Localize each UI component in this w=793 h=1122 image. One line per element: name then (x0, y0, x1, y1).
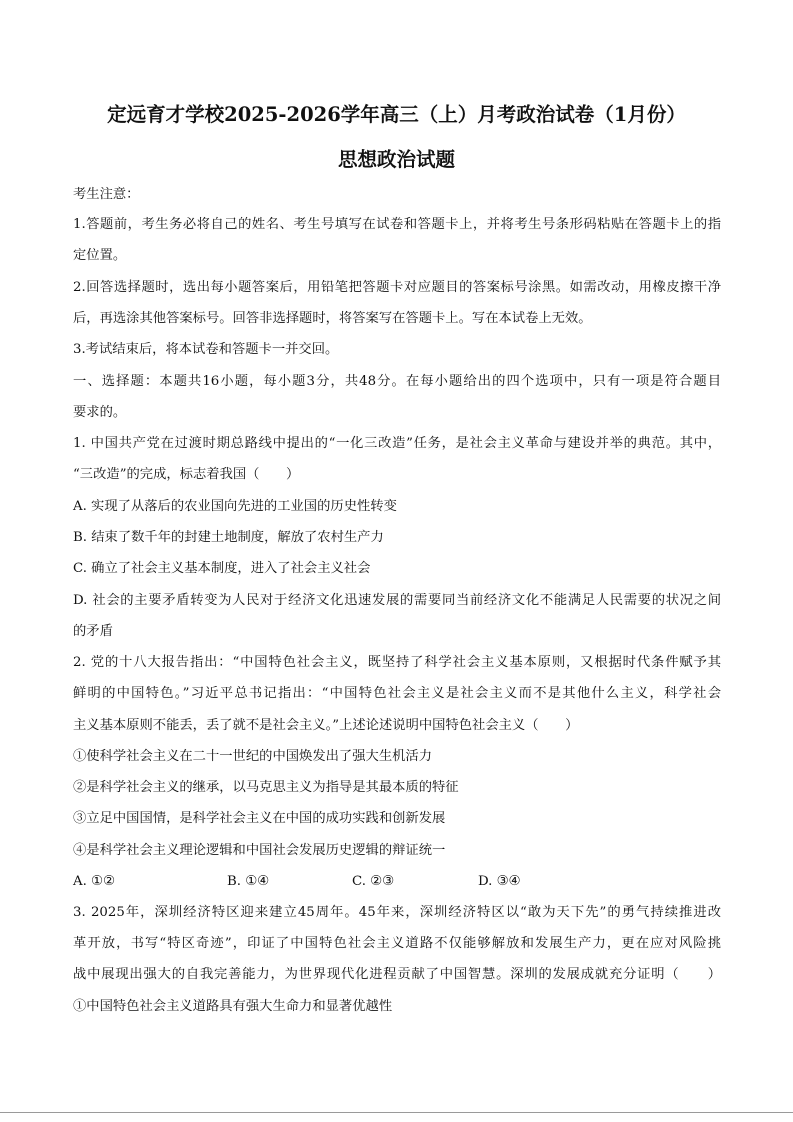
question-1-stem-cont: “三改造”的完成，标志着我国（ ） (73, 467, 300, 482)
notice-heading: 考生注意： (73, 187, 140, 202)
question-2-stem-cont-2: 主义基本原则不能丢，丢了就不是社会主义。”上述论述说明中国特色社会主义（ ） (73, 718, 579, 733)
question-3-stem-cont-2: 战中展现出强大的自我完善能力，为世界现代化进程贡献了中国智慧。深圳的发展成就充分证明（ ） (73, 967, 721, 982)
question-2-option-c: C. ②③ (352, 874, 394, 889)
question-3-statement-1: ①中国特色社会主义道路具有强大生命力和显著优越性 (73, 999, 393, 1014)
section-heading: 一、选择题：本题共16小题，每小题3分，共48分。在每小题给出的四个选项中，只有一项是符合题目 (73, 374, 721, 389)
exam-subtitle: 思想政治试题 (337, 148, 455, 171)
notice-item-1: 1.答题前，考生务必将自己的姓名、考生号填写在试卷和答题卡上，并将考生号条形码粘贴在答题卡上的指 (73, 217, 721, 232)
question-1-option-d: D. 社会的主要矛盾转变为人民对于经济文化迅速发展的需要同当前经济文化不能满足人民需要的状况之间 (73, 593, 721, 608)
notice-item-3: 3.考试结束后，将本试卷和答题卡一并交回。 (73, 342, 339, 357)
question-2-option-a: A. ①② (73, 874, 115, 889)
question-1-option-b: B. 结束了数千年的封建土地制度，解放了农村生产力 (73, 530, 384, 545)
notice-item-2: 2.回答选择题时，选出每小题答案后，用铅笔把答题卡对应题目的答案标号涂黑。如需改动，用橡皮擦干净 (73, 280, 721, 295)
question-3-stem: 3. 2025年，深圳经济特区迎来建立45周年。45年来，深圳经济特区以“敢为天下先”的勇气持续推进改 (73, 905, 721, 920)
notice-item-2-cont: 后，再选涂其他答案标号。回答非选择题时，将答案写在答题卡上。写在本试卷上无效。 (73, 311, 592, 326)
notice-item-1-cont: 定位置。 (73, 248, 127, 263)
question-2-stem: 2. 党的十八大报告指出：“中国特色社会主义，既坚持了科学社会主义基本原则，又根据时代条件赋予其 (73, 655, 721, 670)
question-2-stem-cont-1: 鲜明的中国特色。”习近平总书记指出：“中国特色社会主义是社会主义而不是其他什么主义，科学社会 (73, 686, 721, 701)
question-2-statement-2: ②是科学社会主义的继承，以马克思主义为指导是其最本质的特征 (73, 780, 459, 795)
question-2-option-d: D. ③④ (478, 874, 521, 889)
question-2-option-b: B. ①④ (227, 874, 270, 889)
question-2-statement-4: ④是科学社会主义理论逻辑和中国社会发展历史逻辑的辩证统一 (73, 843, 446, 858)
question-2-statement-3: ③立足中国国情，是科学社会主义在中国的成功实践和创新发展 (73, 811, 446, 826)
page-bottom-rule (0, 1112, 793, 1113)
question-1-option-d-cont: 的矛盾 (73, 624, 113, 639)
question-1-option-a: A. 实现了从落后的农业国向先进的工业国的历史性转变 (73, 499, 397, 514)
section-heading-cont: 要求的。 (73, 405, 127, 420)
exam-title: 定远育才学校2025-2026学年高三（上）月考政治试卷（1月份） (107, 103, 686, 126)
question-2-statement-1: ①使科学社会主义在二十一世纪的中国焕发出了强大生机活力 (73, 749, 433, 764)
question-1-option-c: C. 确立了社会主义基本制度，进入了社会主义社会 (73, 561, 371, 576)
question-1-stem: 1. 中国共产党在过渡时期总路线中提出的“一化三改造”任务，是社会主义革命与建设并举的典范。其中， (73, 436, 721, 451)
question-3-stem-cont-1: 革开放，书写“特区奇迹”，印证了中国特色社会主义道路不仅能够解放和发展生产力，更在应对风险挑 (73, 936, 721, 951)
